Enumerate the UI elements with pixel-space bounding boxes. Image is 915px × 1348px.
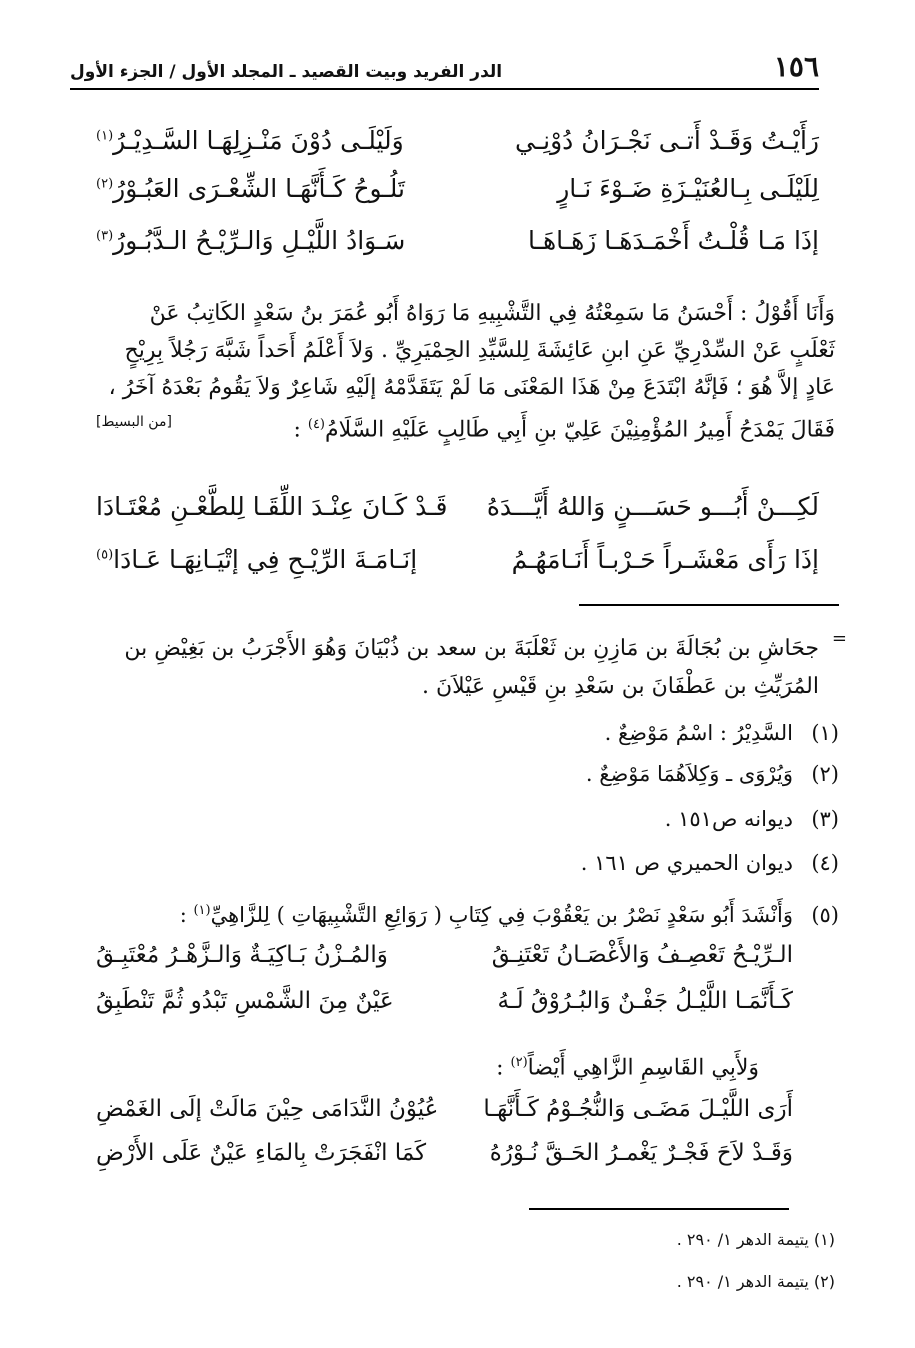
verse-line <box>96 226 819 272</box>
footnote-marker: (١) <box>193 903 211 918</box>
verse-hemistich-left: وَالمُـزْنُ بَـاكِيَـةٌ وَالـزَّهْـرُ مُعْتَبِـقُ <box>96 942 388 968</box>
page-number: ١٥٦ <box>773 50 819 83</box>
footnote-number: (٣) <box>811 807 839 831</box>
verse-hemistich-right: لِلَيْلَـى بِـالعُنَيْـزَةِ ضَـوْءَ نَـارٍ <box>557 174 819 203</box>
footnote-number: (١) <box>811 721 839 745</box>
verse-hemistich-left: عُيُوْنُ النَّدَامَى حِيْنَ مَالَتْ إلَى الغَمْضِ <box>96 1096 439 1122</box>
footnote: (٢)وَيُرْوَى ـ وَكِلاَهُمَا مَوْضِعٌ . <box>79 757 839 791</box>
verse-hemistich-left: قَـدْ كَـانَ عِنْـدَ اللِّقَـا لِلطَّعْـنِ مُعْتَـادَا <box>96 492 448 521</box>
footnote-number: (٥) <box>811 903 839 927</box>
verse-line <box>96 942 793 988</box>
prose-line: وَأَنَا أَقُوْلُ : أَحْسَنُ مَا سَمِعْتُهُ فِي التَّشْبِيهِ مَا رَوَاهُ أَبُو عُمَرَ بنُ سَعْدٍ الكَاتِبُ عَنْ <box>149 301 835 326</box>
prose-line: عَادٍ إلاَّ هُوَ ؛ فَإنَّهُ ابْتَدَعَ مِنْ هَذَا المَعْنَى مَا لَمْ يَتَقَدَّمْهُ إلَيْهِ شَاعِرٌ وَلاَ يَقُومُ بَعْدَهُ آخَرُ ، <box>108 375 835 400</box>
verse-hemistich-left: وَلَيْلَـى دُوْنَ مَنْـزِلِهَـا السَّـدِيْـرُ$^{(١)}$ <box>96 126 404 155</box>
footnote: (٥)وَأَنْشَدَ أَبُو سَعْدٍ نَصْرُ بن يَعْقُوْبَ فِي كِتَابِ ( رَوَائِعِ التَّشْبِيهَاتِ ) لِلزَّاهِيِّ$^{(١)}$ : <box>79 894 839 932</box>
footnote-marker: (٢) <box>96 176 114 192</box>
continuation-line: المُرَيِّثِ بن عَطْفَانَ بن سَعْدِ بنِ قَيْسِ عَيْلاَنَ . <box>422 674 819 699</box>
verse-line <box>96 492 819 538</box>
verse-hemistich-left: عَيْنٌ مِنَ الشَّمْسِ تَبْدُو ثُمَّ تَنْطَبِقُ <box>96 988 394 1014</box>
verse-line <box>96 174 819 220</box>
verse-line <box>96 1096 793 1142</box>
verse-line <box>96 988 793 1034</box>
verse-hemistich-left: سَـوَادُ اللَّيْـلِ وَالـرِّيْـحُ الـدَّبُـورُ$^{(٣)}$ <box>96 226 406 255</box>
footnote-intro: وَلأَبِي القَاسِمِ الزَّاهِي أَيْضاً$^{(٢)}$ : <box>496 1055 759 1081</box>
continuation-mark: = <box>831 628 847 649</box>
subnote: (١) يتيمة الدهر ١/ ٢٩٠ . <box>676 1230 835 1249</box>
footnote: (٣)ديوانه ص١٥١ . <box>79 802 839 836</box>
meter-label: [من البسيط] <box>96 414 172 430</box>
footnote-marker: (٢) <box>510 1055 528 1070</box>
continuation-line: جحَاشِ بن بُجَالَةَ بن مَازِنِ بن ثَعْلَبَةَ بن سعد بن ذُبْيَانَ وَهُوَ الأَجْرَبُ بن بَغِيْضِ بن <box>124 636 819 661</box>
page-header <box>70 48 819 92</box>
footnote-marker: (٥) <box>96 547 114 563</box>
prose-line: ثَعْلَبٍ عَنْ السِّدْرِيِّ عَنِ ابنِ عَائِشَةَ لِلسَّيِّدِ الحِمْيَرِيِّ . وَلاَ أَعْلَمُ أَحَداً شَبَّهَ رَجُلاً بِرِيْحٍ <box>124 338 835 363</box>
footnote-number: (٤) <box>811 851 839 875</box>
verse-hemistich-right: لَكِـــنْ أَبُـــو حَسَـــنٍ وَاللهُ أَيَّـــدَهُ <box>486 492 819 521</box>
verse-hemistich-left: تَلُـوحُ كَـأَنَّهَـا الشِّعْـرَى العَبُـوْرُ$^{(٢)}$ <box>96 174 405 203</box>
verse-hemistich-left: كَمَا انْفَجَرَتْ بِالمَاءِ عَيْنٌ عَلَى الأَرْضِ <box>96 1140 427 1166</box>
verse-hemistich-right: إذَا مَـا قُلْـتُ أَخْمَـدَهَـا زَهَـاهَـا <box>528 226 819 255</box>
header-rule <box>70 88 819 90</box>
verse-line <box>96 126 819 172</box>
footnote-separator <box>579 604 839 606</box>
footnote-marker: (١) <box>96 128 114 144</box>
verse-hemistich-right: الـرِّيْـحُ تَعْصِـفُ وَالأَغْصَـانُ تَعْتَنِـقُ <box>491 942 793 968</box>
verse-hemistich-right: وَقَـدْ لاَحَ فَجْـرٌ يَغْمـرُ الحَـقَّ نُـوْرُهُ <box>489 1140 793 1166</box>
verse-line <box>96 545 819 591</box>
subnote: (٢) يتيمة الدهر ١/ ٢٩٠ . <box>676 1272 835 1291</box>
verse-hemistich-right: إذَا رَأَى مَعْشَـراً حَـرْبـاً أَنَـامَهُـمُ <box>511 545 819 574</box>
verse-line <box>96 1140 793 1186</box>
prose-line: فَقَالَ يَمْدَحُ أَمِيرُ المُؤْمِنِيْنَ عَلِيّ بنِ أَبِي طَالِبٍ عَلَيْهِ السَّلَامُ$^{(٤)}$ : <box>293 417 835 443</box>
verse-hemistich-left: إنَـامَـةَ الرِّيْـحِ فِي إتْيَـانِهَـا عَـادَا$^{(٥)}$ <box>96 545 418 574</box>
verse-hemistich-right: رَأَيْـتُ وَقَـدْ أَتـى نَجْـرَانُ دُوْنِـي <box>514 126 819 155</box>
footnote-number: (٢) <box>811 762 839 786</box>
footnote: (١)السَّدِيْرُ : اسْمُ مَوْضِعٌ . <box>79 716 839 750</box>
verse-hemistich-right: أَرَى اللَّيْـلَ مَضَـى وَالنُّجُـوْمُ كَـأَنَّهَـا <box>483 1096 793 1122</box>
running-title: الدر الفريد وبيت القصيد ـ المجلد الأول / الجزء الأول <box>70 62 503 82</box>
verse-hemistich-right: كَـأَنَّمَـا اللَّيْـلُ جَفْـنٌ وَالبُـرُوْقُ لَـهُ <box>497 988 793 1014</box>
subnote-separator <box>529 1208 789 1210</box>
footnote-marker: (٣) <box>96 228 114 244</box>
footnote: (٤)ديوان الحميري ص ١٦١ . <box>79 846 839 880</box>
footnote-marker: (٤) <box>307 417 325 432</box>
